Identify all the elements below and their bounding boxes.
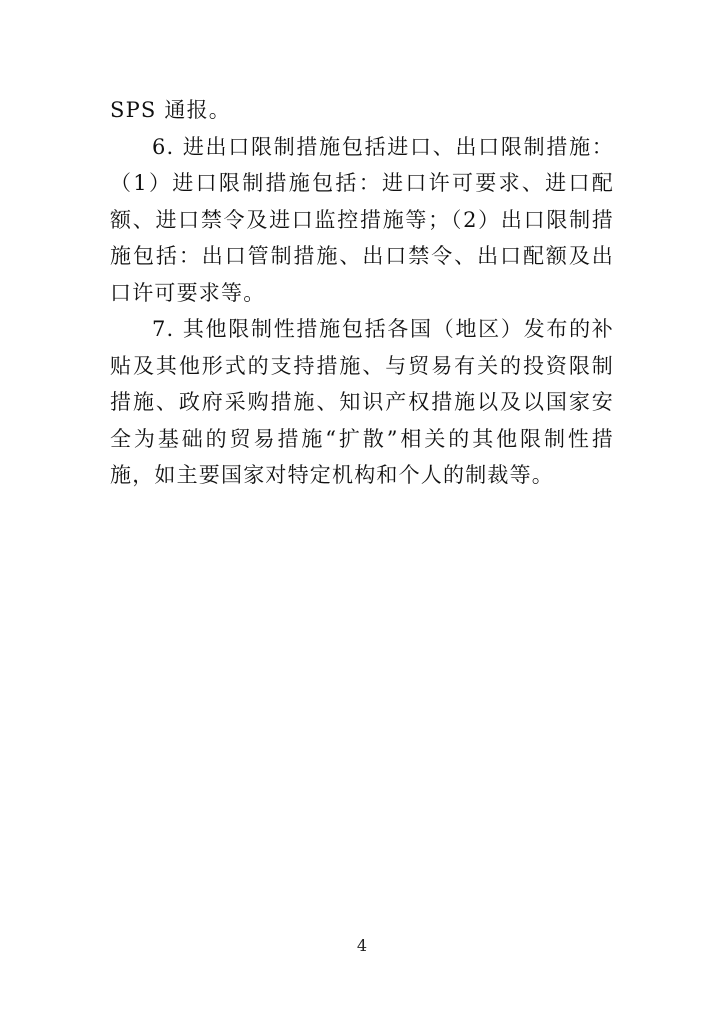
document-body xyxy=(110,92,614,494)
page-number: 4 xyxy=(356,936,368,955)
paragraph-sps-continuation: SPS 通报。 xyxy=(110,98,231,122)
paragraph-item-6: 6. 进出口限制措施包括进口、出口限制措施：（1）进口限制措施包括：进口许可要求、进口配额、进口禁令及进口监控措施等；（2）出口限制措施包括：出口管制措施、出口禁令、出口配额及出口许可要求等。 xyxy=(110,134,614,305)
paragraph-item-7: 7. 其他限制性措施包括各国（地区）发布的补贴及其他形式的支持措施、与贸易有关的投资限制措施、政府采购措施、知识产权措施以及以国家安全为基础的贸易措施“扩散”相关的其他限制性措施，如主要国家对特定机构和个人的制裁等。 xyxy=(110,317,614,487)
